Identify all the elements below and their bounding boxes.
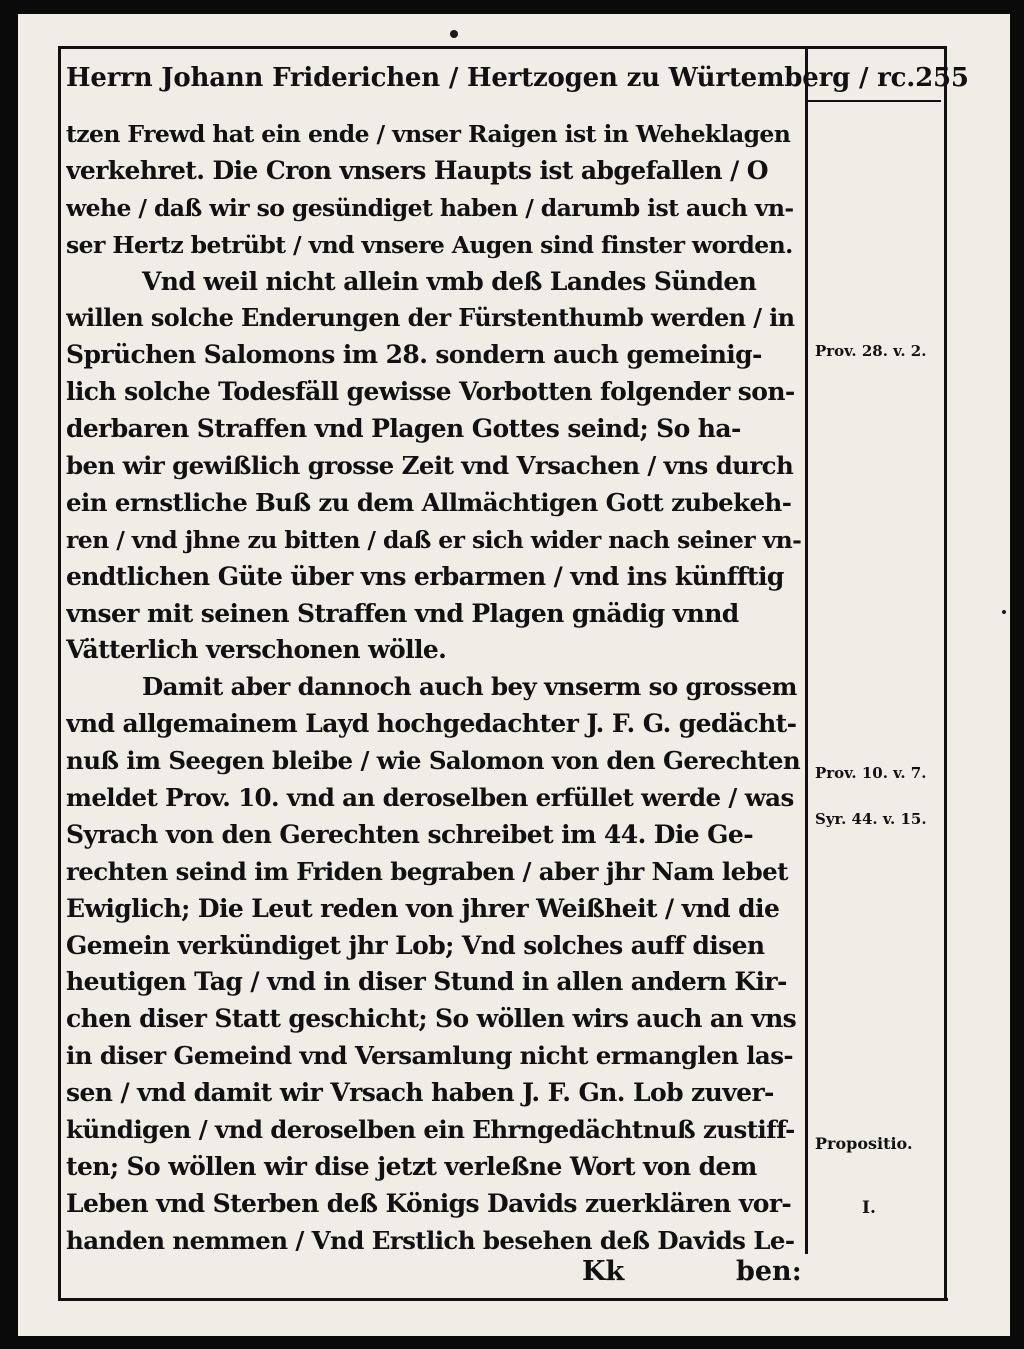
text-line: wehe / daß wir so gesündiget haben / darumb ist auch vn- — [66, 193, 794, 222]
text-line: heutigen Tag / vnd in diser Stund in allen andern Kir- — [66, 967, 787, 997]
text-line: ein ernstliche Buß zu dem Allmächtigen Gott zubekeh- — [66, 487, 792, 517]
text-line: Gemein verkündiget jhr Lob; Vnd solches auff disen — [66, 930, 765, 960]
page-number: 255 — [915, 63, 969, 93]
text-line: ten; So wöllen wir dise jetzt verleßne Wort von dem — [66, 1151, 757, 1181]
margin-header-rule — [808, 100, 941, 102]
margin-note-section-number: I. — [862, 1198, 876, 1218]
text-line: vnser mit seinen Straffen vnd Plagen gnädig vnnd — [66, 598, 739, 628]
ink-speck — [1002, 610, 1006, 614]
text-line: sen / vnd damit wir Vrsach haben J. F. Gn. Lob zuver- — [66, 1078, 774, 1108]
text-line: nuß im Seegen bleibe / wie Salomon von den Gerechten — [66, 746, 801, 776]
text-line: handen nemmen / Vnd Erstlich besehen deß Davids Le- — [66, 1225, 795, 1255]
text-line: kündigen / vnd deroselben ein Ehrngedächtnuß zustiff- — [66, 1115, 795, 1145]
text-line: Ewiglich; Die Leut reden von jhrer Weißheit / vnd die — [66, 893, 780, 923]
text-line: ser Hertz betrübt / vnd vnsere Augen sind finster worden. — [66, 230, 793, 259]
signature-mark: Kk — [582, 1256, 625, 1287]
ink-speck — [450, 30, 458, 38]
text-line: willen solche Enderungen der Fürstenthumb werden / in — [66, 303, 795, 333]
text-line: Sprüchen Salomons im 28. sondern auch gemeinig- — [66, 340, 762, 370]
text-line: tzen Frewd hat ein ende / vnser Raigen ist in Weheklagen — [66, 120, 791, 148]
text-line: vnd allgemainem Layd hochgedachter J. F. G. gedächt- — [66, 709, 797, 739]
text-line: lich solche Todesfäll gewisse Vorbotten folgender son- — [66, 377, 795, 407]
bottom-rule — [58, 1298, 948, 1301]
text-line: rechten seind im Friden begraben / aber jhr Nam lebet — [66, 856, 788, 886]
text-line: ben wir gewißlich grosse Zeit vnd Vrsachen / vns durch — [66, 451, 794, 481]
margin-note-prov-28: Prov. 28. v. 2. — [815, 342, 927, 360]
text-line: verkehret. Die Cron vnsers Haupts ist abgefallen / O — [66, 155, 768, 185]
body-text — [66, 116, 801, 1260]
running-head-title: Herrn Johann Friderichen / Hertzogen zu Würtemberg / rc. — [66, 63, 916, 93]
margin-note-propositio: Propositio. — [815, 1134, 913, 1153]
text-line: meldet Prov. 10. vnd an deroselben erfüllet werde / was — [66, 783, 794, 813]
text-line: endtlichen Güte über vns erbarmen / vnd ins künfftig — [66, 561, 784, 591]
text-line: Damit aber dannoch auch bey vnserm so grossem — [142, 672, 797, 702]
text-line: Vätterlich verschonen wölle. — [66, 635, 447, 665]
text-line: chen diser Statt geschicht; So wöllen wirs auch an vns — [66, 1004, 797, 1034]
column-divider — [805, 46, 808, 1254]
margin-note-prov-10: Prov. 10. v. 7. — [815, 764, 927, 782]
text-line: Syrach von den Gerechten schreibet im 44. Die Ge- — [66, 819, 754, 849]
text-line: Vnd weil nicht allein vmb deß Landes Sünden — [142, 266, 757, 296]
catchword: ben: — [736, 1256, 802, 1287]
text-line: Leben vnd Sterben deß Königs Davids zuerklären vor- — [66, 1188, 792, 1218]
running-head — [66, 58, 969, 98]
margin-note-syr-44: Syr. 44. v. 15. — [815, 810, 927, 828]
text-line: ren / vnd jhne zu bitten / daß er sich wider nach seiner vn- — [66, 525, 801, 554]
text-line: in diser Gemeind vnd Versamlung nicht ermanglen las- — [66, 1041, 793, 1071]
text-line: derbaren Straffen vnd Plagen Gottes seind; So ha- — [66, 414, 741, 444]
